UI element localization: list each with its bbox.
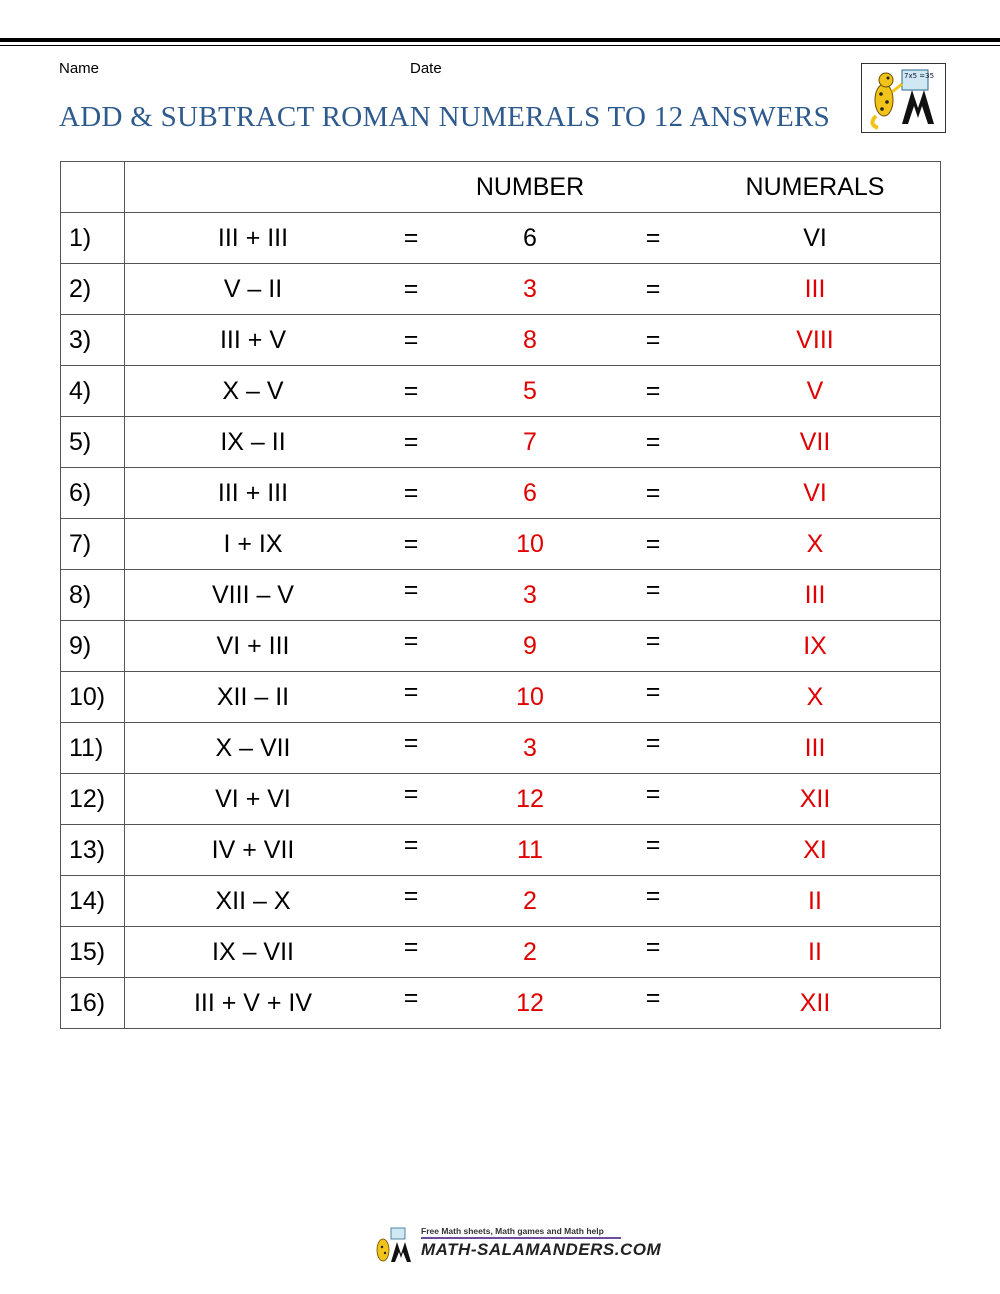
question-number: 16) — [61, 978, 125, 1029]
answer-number: 7 — [523, 427, 537, 456]
problem-expression: IX – II — [220, 427, 286, 456]
problem-expression: XII – X — [215, 886, 291, 915]
answer-number: 12 — [516, 784, 544, 813]
equals-sign: = — [403, 882, 419, 910]
question-cell — [125, 264, 941, 315]
table-row — [61, 825, 941, 876]
question-number: 14) — [61, 876, 125, 927]
header-num-cell — [61, 162, 125, 213]
table-row — [61, 876, 941, 927]
equals-sign: = — [403, 274, 419, 303]
footer-salamander-icon — [373, 1226, 413, 1266]
equals-sign: = — [645, 274, 661, 303]
question-number: 3) — [61, 315, 125, 366]
question-cell — [125, 519, 941, 570]
problem-expression: III + V + IV — [193, 988, 313, 1017]
equals-sign: = — [403, 478, 419, 507]
table-row — [61, 264, 941, 315]
question-cell — [125, 213, 941, 264]
answer-numeral: III — [804, 274, 826, 303]
footer-brand — [373, 1226, 662, 1266]
top-rule-thin — [0, 45, 1000, 46]
problem-expression: I + IX — [223, 529, 283, 558]
equals-sign: = — [403, 780, 419, 808]
question-number: 12) — [61, 774, 125, 825]
answer-numeral: II — [808, 937, 822, 966]
problem-expression: X – VII — [215, 733, 291, 762]
question-number: 4) — [61, 366, 125, 417]
problem-expression: XII – II — [216, 682, 290, 711]
table-row — [61, 213, 941, 264]
salamander-logo-icon — [862, 64, 945, 132]
equals-sign: = — [645, 780, 661, 808]
equals-sign: = — [645, 933, 661, 961]
question-number: 6) — [61, 468, 125, 519]
equals-sign: = — [645, 831, 661, 859]
equals-sign: = — [403, 325, 419, 354]
table-row — [61, 366, 941, 417]
answer-numeral: IX — [803, 631, 827, 660]
table-row — [61, 417, 941, 468]
problem-expression: III + V — [219, 325, 286, 354]
top-rule — [0, 38, 1000, 42]
answer-number: 2 — [523, 886, 537, 915]
answer-number: 10 — [516, 529, 544, 558]
equals-sign: = — [403, 427, 419, 456]
footer-tagline: Free Math sheets, Math games and Math help — [421, 1226, 604, 1236]
answer-number: 3 — [523, 580, 537, 609]
question-cell — [125, 876, 941, 927]
equals-sign: = — [645, 529, 661, 558]
problem-expression: III + III — [217, 223, 289, 252]
answer-number: 3 — [523, 733, 537, 762]
answer-number: 6 — [523, 223, 537, 252]
footer-underline — [421, 1237, 621, 1239]
answer-number: 11 — [517, 835, 543, 864]
table-row — [61, 774, 941, 825]
answer-numeral: VI — [803, 223, 827, 252]
answer-numeral: X — [806, 529, 824, 558]
answer-numeral: XI — [803, 835, 827, 864]
table-row — [61, 570, 941, 621]
answer-number: 9 — [523, 631, 537, 660]
answer-number: 8 — [523, 325, 537, 354]
answer-number: 3 — [523, 274, 537, 303]
equals-sign: = — [403, 627, 419, 655]
answer-number: 5 — [523, 376, 537, 405]
equals-sign: = — [403, 984, 419, 1012]
equals-sign: = — [645, 678, 661, 706]
equals-sign: = — [645, 223, 661, 252]
question-number: 13) — [61, 825, 125, 876]
problem-expression: IV + VII — [211, 835, 295, 864]
question-cell — [125, 417, 941, 468]
problem-expression: X – V — [222, 376, 284, 405]
table-row — [61, 927, 941, 978]
equals-sign: = — [403, 729, 419, 757]
salamander-logo — [861, 63, 946, 133]
question-cell — [125, 672, 941, 723]
equals-sign: = — [403, 529, 419, 558]
problem-expression: IX – VII — [212, 937, 294, 966]
header-row — [61, 162, 941, 213]
table-row — [61, 723, 941, 774]
footer-site-link[interactable]: MATH-SALAMANDERS.COM — [421, 1240, 662, 1259]
problem-expression: VIII – V — [212, 580, 294, 609]
answer-numeral: V — [806, 376, 824, 405]
table-row — [61, 672, 941, 723]
question-number: 9) — [61, 621, 125, 672]
table-row — [61, 978, 941, 1029]
equals-sign: = — [403, 376, 419, 405]
answer-numeral: X — [806, 682, 824, 711]
question-number: 1) — [61, 213, 125, 264]
equals-sign: = — [403, 831, 419, 859]
equals-sign: = — [645, 729, 661, 757]
question-cell — [125, 978, 941, 1029]
answer-table — [60, 161, 941, 1029]
equals-sign: = — [645, 984, 661, 1012]
answer-numeral: VII — [799, 427, 831, 456]
table-row — [61, 621, 941, 672]
answer-numeral: VI — [803, 478, 827, 507]
answer-numeral: XII — [799, 988, 831, 1017]
question-cell — [125, 774, 941, 825]
column-header-numerals: NUMERALS — [745, 172, 885, 201]
answer-numeral: III — [804, 733, 826, 762]
problem-expression: V – II — [223, 274, 283, 303]
equals-sign: = — [645, 478, 661, 507]
question-cell — [125, 366, 941, 417]
question-number: 15) — [61, 927, 125, 978]
question-cell — [125, 315, 941, 366]
question-number: 7) — [61, 519, 125, 570]
page-title: ADD & SUBTRACT ROMAN NUMERALS TO 12 ANSWERS — [59, 101, 831, 133]
logo-text: 7x5 =35 — [904, 72, 935, 80]
question-number: 5) — [61, 417, 125, 468]
question-cell — [125, 825, 941, 876]
table-row — [61, 468, 941, 519]
problem-expression: III + III — [217, 478, 289, 507]
answer-number: 6 — [523, 478, 537, 507]
answer-number: 10 — [516, 682, 544, 711]
problem-expression: VI + III — [216, 631, 290, 660]
equals-sign: = — [403, 576, 419, 604]
answer-number: 2 — [523, 937, 537, 966]
equals-sign: = — [403, 933, 419, 961]
question-number: 10) — [61, 672, 125, 723]
answer-numeral: XII — [799, 784, 831, 813]
question-cell — [125, 468, 941, 519]
question-cell — [125, 570, 941, 621]
answer-numeral: VIII — [796, 325, 834, 354]
equals-sign: = — [645, 882, 661, 910]
question-cell — [125, 927, 941, 978]
equals-sign: = — [645, 576, 661, 604]
name-label: Name — [59, 60, 100, 77]
question-number: 2) — [61, 264, 125, 315]
problem-expression: VI + VI — [215, 784, 291, 813]
answer-numeral: III — [804, 580, 826, 609]
answer-numeral: II — [808, 886, 822, 915]
question-cell — [125, 723, 941, 774]
equals-sign: = — [645, 627, 661, 655]
column-header-number: NUMBER — [475, 172, 585, 201]
question-cell — [125, 621, 941, 672]
header-content-cell — [125, 162, 941, 213]
table-row — [61, 315, 941, 366]
date-label: Date — [410, 60, 442, 77]
equals-sign: = — [645, 376, 661, 405]
question-number: 11) — [61, 723, 125, 774]
answer-number: 12 — [516, 988, 544, 1017]
equals-sign: = — [403, 678, 419, 706]
equals-sign: = — [645, 427, 661, 456]
equals-sign: = — [645, 325, 661, 354]
question-number: 8) — [61, 570, 125, 621]
table-row — [61, 519, 941, 570]
equals-sign: = — [403, 223, 419, 252]
